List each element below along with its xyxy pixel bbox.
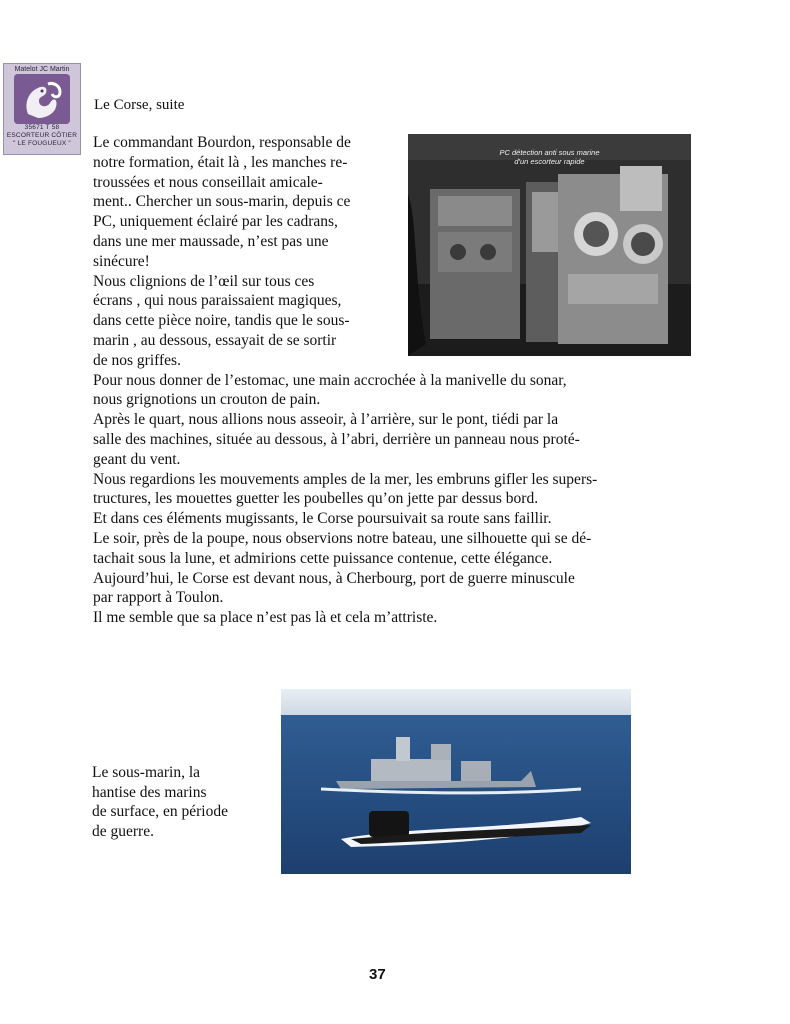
body-line: dans une mer maussade, n’est pas une [93, 232, 329, 250]
body-line: tachait sous la lune, et admirions cette puissance contenue, cette élégance. [93, 549, 553, 567]
stamp-ship-type: ESCORTEUR CÔTIER [6, 132, 78, 139]
body-line: Il me semble que sa place n’est pas là et cela m’attriste. [93, 609, 438, 627]
body-line: Pour nous donner de l’estomac, une main accrochée à la manivelle du sonar, [93, 371, 567, 389]
body-line: Le commandant Bourdon, responsable de [93, 134, 351, 151]
body-line: PC, uniquement éclairé par les cadrans, [93, 213, 338, 231]
body-line: ment.. Chercher un sous-marin, depuis ce [93, 193, 351, 211]
body-line: troussées et nous conseillait amicale- [93, 173, 323, 191]
body-line: nous grignotions un crouton de pain. [93, 391, 321, 409]
body-line: Après le quart, nous allions nous asseoir, à l’arrière, sur le pont, tiédi par la [93, 411, 559, 429]
caption-line: hantise des marins [92, 783, 207, 801]
body-line: tructures, les mouettes guetter les poubelles qu’on jette par dessus bord. [93, 490, 539, 508]
photo-caption [92, 763, 267, 841]
body-line: Et dans ces éléments mugissants, le Corse poursuivait sa route sans faillir. [93, 510, 552, 528]
photo-caption-line1: PC détection anti sous marine [499, 148, 600, 157]
stamp-badge [3, 63, 81, 155]
body-line: marin , au dessous, essayait de se sortir [93, 331, 337, 349]
caption-line: de guerre. [92, 822, 154, 840]
body-line: salle des machines, située au dessous, à l’abri, derrière un panneau nous proté- [93, 430, 580, 448]
body-text [93, 133, 713, 628]
body-line: Le soir, près de la poupe, nous observions notre bateau, une silhouette qui se dé- [93, 529, 592, 547]
caption-line: Le sous-marin, la [92, 764, 201, 781]
body-line: écrans , qui nous paraissaient magiques, [93, 292, 342, 310]
body-line: Nous regardions les mouvements amples de la mer, les embruns gifler les supers- [93, 470, 598, 488]
stamp-ship-name: " LE FOUGUEUX " [13, 140, 71, 147]
body-line: par rapport à Toulon. [93, 589, 224, 607]
photo-caption-line2: d'un escorteur rapide [514, 157, 585, 166]
caption-line: de surface, en période [92, 803, 228, 820]
page-heading: Le Corse, suite [94, 97, 185, 113]
body-line: notre formation, était là , les manches re- [93, 153, 348, 171]
body-line: de nos griffes. [93, 351, 181, 369]
body-line: geant du vent. [93, 450, 181, 468]
ship-submarine-photo [281, 689, 631, 874]
seahorse-emblem-icon [14, 74, 70, 124]
body-line: Nous clignions de l’œil sur tous ces [93, 272, 315, 290]
stamp-number: 35671 T 58 [24, 124, 60, 131]
page-number: 37 [369, 966, 386, 983]
stamp-name: Matelot JC Martin [14, 66, 70, 73]
body-line: sinécure! [93, 252, 150, 270]
body-line: dans cette pièce noire, tandis que le sous- [93, 312, 350, 330]
body-line: Aujourd’hui, le Corse est devant nous, à Cherbourg, port de guerre minuscule [93, 569, 575, 587]
